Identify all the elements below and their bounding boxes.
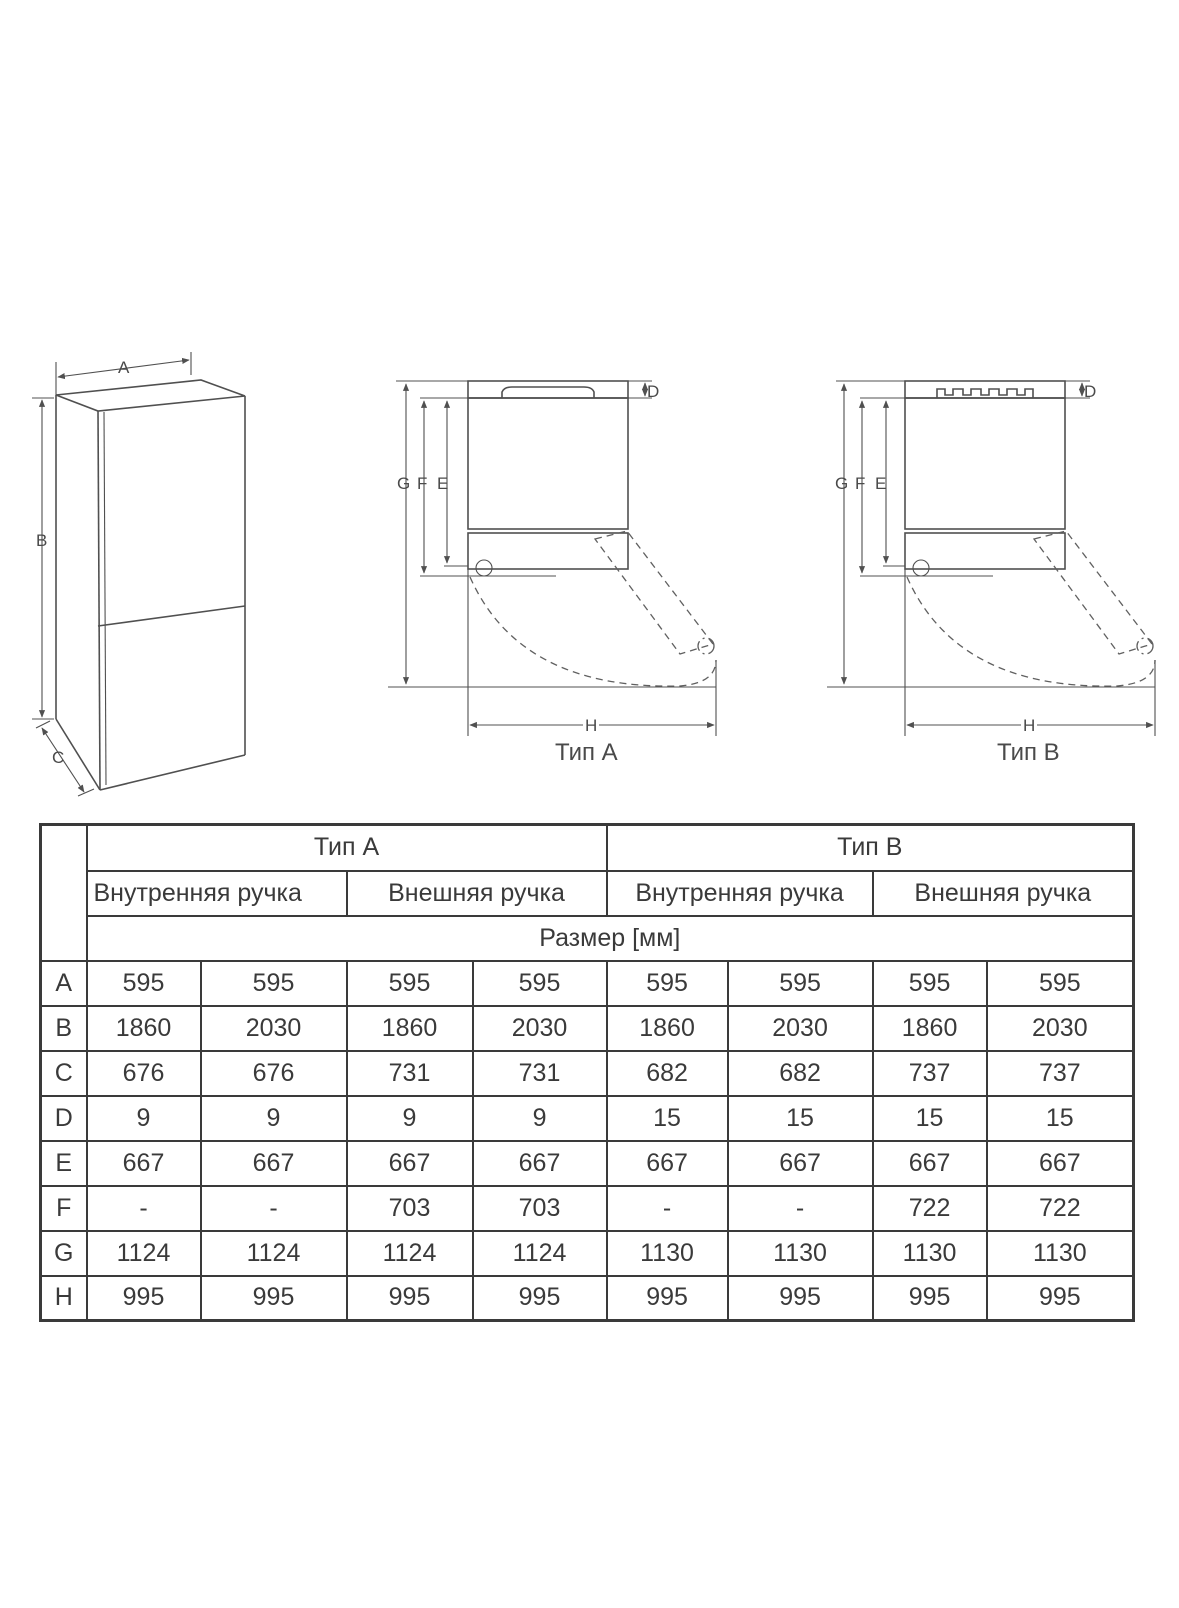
value-cell: 595 bbox=[347, 961, 473, 1006]
value-cell: 595 bbox=[728, 961, 873, 1006]
type-a-dim-f: F bbox=[417, 474, 428, 493]
value-cell: 995 bbox=[87, 1276, 201, 1321]
value-cell: 737 bbox=[873, 1051, 987, 1096]
row-label: F bbox=[41, 1186, 87, 1231]
type-b-dim-f: F bbox=[855, 474, 866, 493]
value-cell: 737 bbox=[987, 1051, 1134, 1096]
type-a-caption: Тип A bbox=[555, 739, 618, 766]
value-cell: 1124 bbox=[201, 1231, 347, 1276]
row-label: H bbox=[41, 1276, 87, 1321]
row-label: A bbox=[41, 961, 87, 1006]
value-cell: 1124 bbox=[87, 1231, 201, 1276]
fridge-isometric-view bbox=[32, 352, 245, 796]
value-cell: 2030 bbox=[728, 1006, 873, 1051]
value-cell: 667 bbox=[201, 1141, 347, 1186]
value-cell: 731 bbox=[347, 1051, 473, 1096]
type-b-side-view bbox=[827, 381, 1155, 766]
value-cell: 676 bbox=[201, 1051, 347, 1096]
value-cell: 1130 bbox=[728, 1231, 873, 1276]
value-cell: 1860 bbox=[873, 1006, 987, 1051]
value-cell: 9 bbox=[473, 1096, 607, 1141]
row-label: C bbox=[41, 1051, 87, 1096]
value-cell: - bbox=[87, 1186, 201, 1231]
value-cell: 703 bbox=[347, 1186, 473, 1231]
type-b-dim-e: E bbox=[875, 474, 887, 493]
value-cell: 595 bbox=[873, 961, 987, 1006]
type-a-dim-e: E bbox=[437, 474, 449, 493]
fridge-dim-a: A bbox=[118, 358, 130, 377]
value-cell: 995 bbox=[473, 1276, 607, 1321]
row-label: D bbox=[41, 1096, 87, 1141]
value-cell: 682 bbox=[728, 1051, 873, 1096]
value-cell: 1860 bbox=[347, 1006, 473, 1051]
table-row bbox=[41, 1006, 1134, 1051]
handle-header-type-a-internal: Внутренняя ручка bbox=[87, 871, 347, 916]
value-cell: 595 bbox=[473, 961, 607, 1006]
value-cell: 703 bbox=[473, 1186, 607, 1231]
value-cell: 667 bbox=[728, 1141, 873, 1186]
value-cell: 595 bbox=[607, 961, 728, 1006]
value-cell: 722 bbox=[987, 1186, 1134, 1231]
value-cell: 722 bbox=[873, 1186, 987, 1231]
value-cell: 2030 bbox=[473, 1006, 607, 1051]
table-row bbox=[41, 1051, 1134, 1096]
value-cell: 995 bbox=[728, 1276, 873, 1321]
value-cell: 995 bbox=[987, 1276, 1134, 1321]
row-label: E bbox=[41, 1141, 87, 1186]
value-cell: 731 bbox=[473, 1051, 607, 1096]
value-cell: 667 bbox=[987, 1141, 1134, 1186]
fridge-dim-c: C bbox=[52, 748, 65, 767]
value-cell: - bbox=[201, 1186, 347, 1231]
value-cell: 995 bbox=[347, 1276, 473, 1321]
table-row bbox=[41, 1096, 1134, 1141]
value-cell: - bbox=[607, 1186, 728, 1231]
value-cell: 995 bbox=[201, 1276, 347, 1321]
dimension-drawing bbox=[0, 0, 1179, 800]
value-cell: 15 bbox=[873, 1096, 987, 1141]
value-cell: 676 bbox=[87, 1051, 201, 1096]
type-b-dim-d: D bbox=[1084, 382, 1097, 401]
handle-header-type-b-external: Внешняя ручка bbox=[873, 871, 1134, 916]
value-cell: 1130 bbox=[987, 1231, 1134, 1276]
value-cell: 667 bbox=[473, 1141, 607, 1186]
corner-cell bbox=[41, 825, 87, 961]
handle-header-type-b-internal: Внутренняя ручка bbox=[607, 871, 873, 916]
value-cell: 1860 bbox=[607, 1006, 728, 1051]
value-cell: 15 bbox=[987, 1096, 1134, 1141]
dimensions-table bbox=[39, 823, 1135, 1322]
table-row bbox=[41, 1141, 1134, 1186]
type-b-dim-h: H bbox=[1023, 716, 1036, 735]
value-cell: 2030 bbox=[987, 1006, 1134, 1051]
group-header-type-a: Тип A bbox=[87, 825, 607, 871]
value-cell: 9 bbox=[87, 1096, 201, 1141]
value-cell: 15 bbox=[728, 1096, 873, 1141]
value-cell: 9 bbox=[347, 1096, 473, 1141]
type-b-dim-g: G bbox=[835, 474, 849, 493]
handle-header-row bbox=[41, 871, 1134, 916]
value-cell: 15 bbox=[607, 1096, 728, 1141]
group-header-row bbox=[41, 825, 1134, 871]
fridge-top-face bbox=[56, 380, 245, 411]
value-cell: 1130 bbox=[607, 1231, 728, 1276]
table-row bbox=[41, 961, 1134, 1006]
value-cell: 9 bbox=[201, 1096, 347, 1141]
table-row bbox=[41, 1186, 1134, 1231]
type-a-dim-h: H bbox=[585, 716, 598, 735]
handle-header-type-a-external: Внешняя ручка bbox=[347, 871, 607, 916]
value-cell: 682 bbox=[607, 1051, 728, 1096]
type-a-side-view bbox=[388, 381, 716, 766]
value-cell: 995 bbox=[873, 1276, 987, 1321]
table-row bbox=[41, 1276, 1134, 1321]
value-cell: 667 bbox=[873, 1141, 987, 1186]
unit-header: Размер [мм] bbox=[87, 916, 1134, 961]
value-cell: 667 bbox=[607, 1141, 728, 1186]
value-cell: 1130 bbox=[873, 1231, 987, 1276]
value-cell: 667 bbox=[347, 1141, 473, 1186]
value-cell: 595 bbox=[987, 961, 1134, 1006]
row-label: G bbox=[41, 1231, 87, 1276]
value-cell: 595 bbox=[87, 961, 201, 1006]
value-cell: 1860 bbox=[87, 1006, 201, 1051]
type-a-dim-d: D bbox=[647, 382, 660, 401]
fridge-dim-b: B bbox=[36, 531, 48, 550]
value-cell: - bbox=[728, 1186, 873, 1231]
value-cell: 1124 bbox=[473, 1231, 607, 1276]
unit-row bbox=[41, 916, 1134, 961]
value-cell: 595 bbox=[201, 961, 347, 1006]
table-row bbox=[41, 1231, 1134, 1276]
type-b-caption: Тип B bbox=[997, 739, 1060, 766]
row-label: B bbox=[41, 1006, 87, 1051]
group-header-type-b: Тип B bbox=[607, 825, 1134, 871]
value-cell: 667 bbox=[87, 1141, 201, 1186]
type-a-dim-g: G bbox=[397, 474, 411, 493]
value-cell: 1124 bbox=[347, 1231, 473, 1276]
value-cell: 995 bbox=[607, 1276, 728, 1321]
value-cell: 2030 bbox=[201, 1006, 347, 1051]
